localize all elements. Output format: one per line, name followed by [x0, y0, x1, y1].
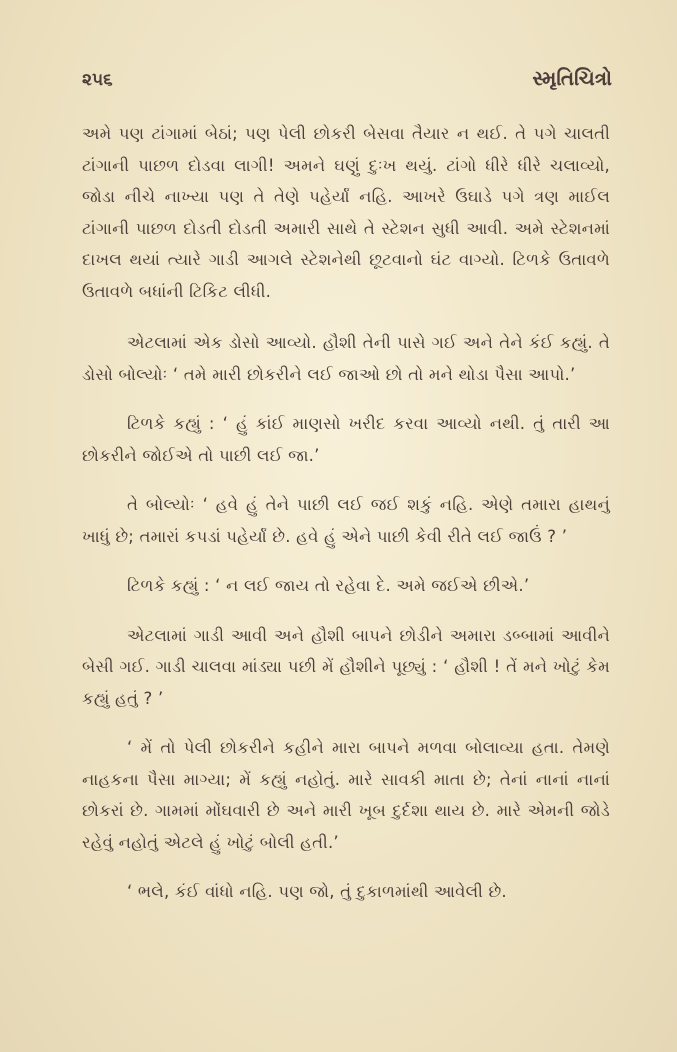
page-number: ૨૫૬ — [82, 70, 113, 90]
paragraph: એટલામાં એક ડોસો આવ્યો. હૌશી તેની પાસે ગઈ અને તેને કંઈ કહ્યું. તે ડોસો બોલ્યોઃ ‘ તમે મારી છોકરીને લઈ જાઓ છો તો મને થોડા પૈસા આપો.’ — [82, 333, 610, 384]
running-head: સ્મૃતિચિત્રો — [532, 66, 612, 90]
paragraph: એટલામાં ગાડી આવી અને હૌશી બાપને છોડીને અમારા ડબ્બામાં આવીને બેસી ગઈ. ગાડી ચાલવા માંડ્યા પછી મેં હૌશીને પૂછ્યું : ‘ હૌશી ! તેં મને ખોટું કેમ કહ્યું હતું ? ’ — [82, 625, 610, 708]
paragraph: તે બોલ્યોઃ ‘ હવે હું તેને પાછી લઈ જઈ શકું નહિ. એણે તમારા હાથનું ખાધું છે; તમારાં કપડાં પહેર્યાં છે. હવે હું એને પાછી કેવી રીતે લઈ જાઉં ? ’ — [82, 495, 610, 546]
body-text — [82, 118, 610, 926]
paragraph: ટિળકે કહ્યું : ‘ ન લઈ જાય તો રહેવા દે. અમે જઈએ છીએ.’ — [127, 576, 530, 595]
page-header — [82, 52, 612, 92]
paragraph: અમે પણ ટાંગામાં બેઠાં; પણ પેલી છોકરી બેસવા તૈયાર ન થઈ. તે પગે ચાલતી ટાંગાની પાછળ દોડવા લાગી! અમને ઘણું દુઃખ થયું. ટાંગો ધીરે ધીરે ચલાવ્યો, જોડા નીચે નાખ્યા પણ તે તેણે પહેર્યાં નહિ. આખરે ઉઘાડે પગે ત્રણ માઈલ ટાંગાની પાછળ દોડતી દોડતી અમારી સાથે તે સ્ટેશન સુધી આવી. અમે સ્ટેશનમાં દાખલ થયાં ત્યારે ગાડી આગલે સ્ટેશનેથી છૂટવાનો ઘંટ વાગ્યો. ટિળકે ઉતાવળે ઉતાવળે બધાંની ટિકિટ લીધી. — [82, 124, 610, 301]
paragraph: ‘ મેં તો પેલી છોકરીને કહીને મારા બાપને મળવા બોલાવ્યા હતા. તેમણે નાહકના પૈસા માગ્યા; મેં કહ્યું નહોતું. મારે સાવકી માતા છે; તેનાં નાનાં નાનાં છોકરાં છે. ગામમાં મોંઘવારી છે અને મારી ખૂબ દુર્દશા થાય છે. મારે એમની જોડે રહેવું નહોતું એટલે હું ખોટું બોલી હતી.’ — [82, 738, 610, 852]
paragraph: ‘ ભલે, કંઈ વાંધો નહિ. પણ જો, તું દુકાળમાંથી આવેલી છે. — [127, 882, 507, 901]
paragraph: ટિળકે કહ્યું : ‘ હું કાંઈ માણસો ખરીદ કરવા આવ્યો નથી. તું તારી આ છોકરીને જોઈએ તો પાછી લઈ જા.’ — [82, 414, 610, 465]
